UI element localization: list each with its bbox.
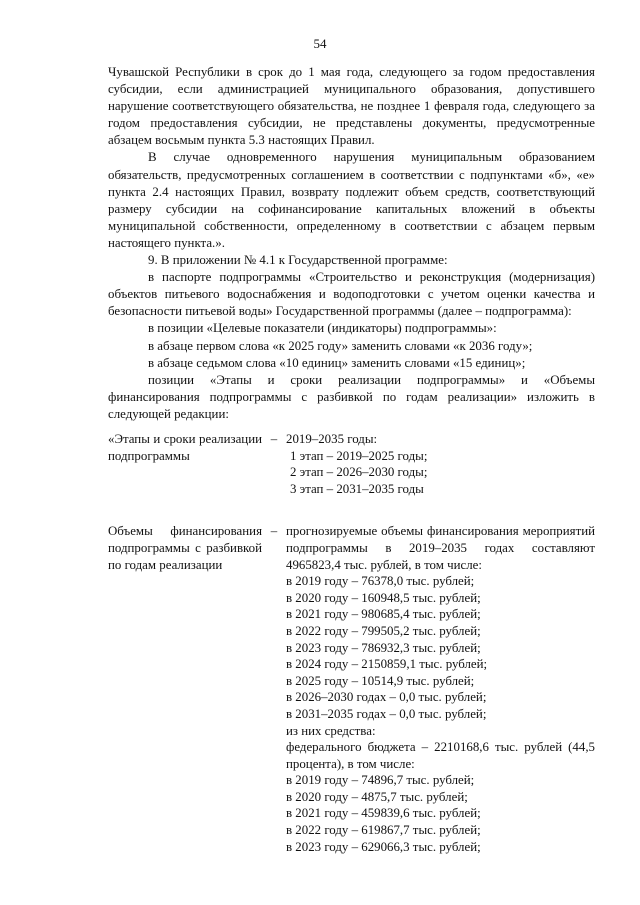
federal-year-line: в 2021 году – 459839,6 тыс. рублей; [286, 806, 481, 821]
body-text [108, 64, 595, 423]
paragraph-seventh-subparagraph: в абзаце седьмом слова «10 единиц» заменить словами «15 единиц»; [148, 355, 526, 370]
funding-federal: федерального бюджета – 2210168,6 тыс. рублей (44,5 процента), в том числе: [286, 740, 595, 771]
funding-year-line: в 2026–2030 годах – 0,0 тыс. рублей; [286, 690, 487, 705]
stages-value [286, 431, 595, 497]
federal-year-line: в 2020 году – 4875,7 тыс. рублей; [286, 789, 468, 804]
funding-year-line: в 2022 году – 799505,2 тыс. рублей; [286, 623, 481, 638]
paragraph-new-edition: позиции «Этапы и сроки реализации подпрограммы» и «Объемы финансирования подпрограммы с разбивкой по годам реализации» изложить в следующей редакции: [108, 372, 595, 421]
stages-line: 2 этап – 2026–2030 годы; [290, 465, 428, 480]
federal-year-line: в 2022 году – 619867,7 тыс. рублей; [286, 823, 481, 838]
funding-year-line: в 2019 году – 76378,0 тыс. рублей; [286, 574, 475, 589]
stages-label: «Этапы и сроки реализации подпрограммы [108, 432, 262, 463]
funding-intro: прогнозируемые объемы финансирования мероприятий подпрограммы в 2019–2035 годах составляют 4965823,4 тыс. рублей, в том числе: [286, 524, 595, 572]
table-row-funding [108, 523, 595, 855]
paragraph-continuation: Чувашской Республики в срок до 1 мая года, следующего за годом предоставления субсидии, если администрацией муниципального образования, допустившего нарушение соответствующего обязательства, не позднее 1 февраля года, следующего за годом предоставления субсидии, не представлены документы, предусмотренные абзацем восьмым пункта 5.3 настоящих Правил. [108, 65, 595, 148]
federal-year-line: в 2019 году – 74896,7 тыс. рублей; [286, 773, 475, 788]
paragraph-violation: В случае одновременного нарушения муниципальным образованием обязательств, предусмотренных соглашением в соответствии с подпунктами «б», «е» пункта 2.4 настоящих Правил, возврату подлежит объем средств, соответствующий размеру субсидии на софинансирование капитальных вложений в объекты муниципальной собственности, определенному в соответствии с абзацем первым настоящего пункта.». [108, 150, 595, 250]
paragraph-passport: в паспорте подпрограммы «Строительство и реконструкция (модернизация) объектов питьевого водоснабжения и водоподготовки с учетом оценки качества и безопасности питьевой воды» Государственной программы (далее – подпрограмма): [108, 270, 595, 319]
stages-line: 3 этап – 2031–2035 годы [290, 481, 424, 496]
funding-label: Объемы финансирования подпрограммы с разбивкой по годам реализации [108, 524, 262, 572]
row-dash: – [270, 432, 278, 446]
funding-year-line: в 2031–2035 годах – 0,0 тыс. рублей; [286, 706, 487, 721]
stages-line: 1 этап – 2019–2025 годы; [290, 448, 428, 463]
table-row-stages [108, 431, 595, 497]
funding-year-line: в 2024 году – 2150859,1 тыс. рублей; [286, 657, 488, 672]
paragraph-first-subparagraph: в абзаце первом слова «к 2025 году» заменить словами «к 2036 году»; [148, 338, 533, 353]
page-number: 54 [313, 36, 327, 51]
row-dash: – [270, 524, 278, 539]
federal-year-line: в 2023 году – 629066,3 тыс. рублей; [286, 839, 481, 854]
paragraph-target-indicators: в позиции «Целевые показатели (индикаторы) подпрограммы»: [148, 321, 497, 336]
funding-value [286, 523, 595, 855]
paragraph-item-9: 9. В приложении № 4.1 к Государственной программе: [148, 253, 448, 268]
funding-year-line: в 2021 году – 980685,4 тыс. рублей; [286, 607, 481, 622]
funding-of-them: из них средства: [286, 723, 376, 738]
funding-year-line: в 2025 году – 10514,9 тыс. рублей; [286, 673, 475, 688]
funding-year-line: в 2023 году – 786932,3 тыс. рублей; [286, 640, 481, 655]
funding-year-line: в 2020 году – 160948,5 тыс. рублей; [286, 590, 481, 605]
passport-table [108, 431, 595, 855]
stages-line: 2019–2035 годы: [286, 432, 378, 446]
